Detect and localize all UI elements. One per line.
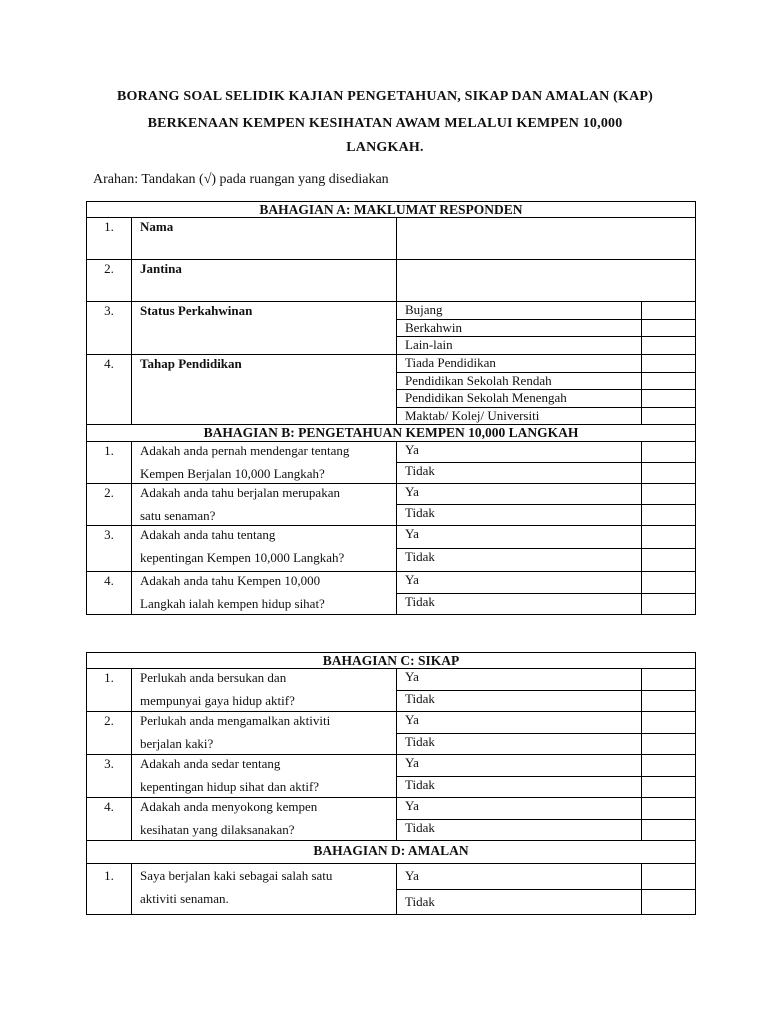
option-group [397, 755, 695, 797]
row-number: 4. [87, 798, 132, 840]
tick-box[interactable] [642, 755, 695, 776]
question-line-2: kesihatan yang dilaksanakan? [140, 822, 295, 837]
row-number: 4. [87, 355, 132, 424]
row-number: 2. [87, 712, 132, 754]
tick-box[interactable] [642, 484, 695, 504]
question-line-1: Perlukah anda mengamalkan aktiviti [140, 713, 331, 728]
option-row [397, 390, 695, 408]
option-label: Bujang [397, 302, 642, 319]
option-label-ya: Ya [397, 864, 642, 889]
option-row [397, 526, 695, 549]
option-row [397, 798, 695, 820]
question-line-2: kepentingan hidup sihat dan aktif? [140, 779, 320, 794]
section-c-heading: BAHAGIAN C: SIKAP [87, 653, 695, 669]
question-text [132, 572, 397, 614]
question-line-1: Adakah anda sedar tentang [140, 756, 281, 771]
row-number: 1. [87, 669, 132, 711]
question-line-1: Adakah anda tahu berjalan merupakan [140, 485, 340, 500]
option-label-ya: Ya [397, 798, 642, 819]
option-label-tidak: Tidak [397, 890, 642, 915]
question-line-1: Perlukah anda bersukan dan [140, 670, 287, 685]
option-row [397, 777, 695, 798]
option-label: Berkahwin [397, 320, 642, 337]
question-label: Status Perkahwinan [132, 302, 397, 354]
option-group [397, 302, 695, 354]
question-line-2: aktiviti senaman. [140, 891, 229, 906]
option-row [397, 302, 695, 320]
tick-box[interactable] [642, 408, 695, 425]
option-label-tidak: Tidak [397, 594, 642, 615]
option-group [397, 712, 695, 754]
question-text [132, 864, 397, 914]
tick-box[interactable] [642, 463, 695, 483]
tick-box[interactable] [642, 734, 695, 755]
option-group [397, 484, 695, 525]
section-d-heading: BAHAGIAN D: AMALAN [313, 843, 469, 858]
row-number: 2. [87, 260, 132, 301]
option-row [397, 442, 695, 463]
option-group [397, 798, 695, 840]
tick-box[interactable] [642, 691, 695, 712]
answer-field-nama[interactable] [397, 218, 695, 259]
table-row [87, 572, 695, 614]
tick-box[interactable] [642, 890, 695, 915]
option-label-tidak: Tidak [397, 463, 642, 483]
option-label: Pendidikan Sekolah Rendah [397, 373, 642, 390]
option-row [397, 669, 695, 691]
option-label: Pendidikan Sekolah Menengah [397, 390, 642, 407]
row-number: 1. [87, 864, 132, 914]
option-row [397, 463, 695, 483]
option-label: Tiada Pendidikan [397, 355, 642, 372]
question-line-2: Kempen Berjalan 10,000 Langkah? [140, 466, 325, 481]
question-line-1: Adakah anda menyokong kempen [140, 799, 318, 814]
option-label-ya: Ya [397, 669, 642, 690]
option-group [397, 442, 695, 483]
question-label: Nama [132, 218, 397, 259]
tick-box[interactable] [642, 572, 695, 593]
question-text [132, 484, 397, 525]
tick-box[interactable] [642, 320, 695, 337]
question-label: Jantina [132, 260, 397, 301]
question-line-1: Adakah anda pernah mendengar tentang [140, 443, 350, 458]
tick-box[interactable] [642, 864, 695, 889]
form-title-line-3: LANGKAH. [346, 140, 424, 155]
question-text [132, 669, 397, 711]
question-line-1: Adakah anda tahu tentang [140, 527, 276, 542]
table-row [87, 355, 695, 425]
question-text [132, 442, 397, 483]
section-b-heading-row [87, 425, 695, 442]
section-d-heading-row [87, 841, 695, 864]
form-table-cd [86, 652, 696, 915]
section-b-heading: BAHAGIAN B: PENGETAHUAN KEMPEN 10,000 LANGKAH [203, 425, 579, 440]
option-group [397, 355, 695, 424]
question-line-2: berjalan kaki? [140, 736, 214, 751]
option-row [397, 373, 695, 391]
tick-box[interactable] [642, 442, 695, 462]
tick-box[interactable] [642, 712, 695, 733]
tick-box[interactable] [642, 549, 695, 571]
option-label-ya: Ya [397, 484, 642, 504]
option-group [397, 572, 695, 614]
option-row [397, 320, 695, 338]
option-label-ya: Ya [397, 755, 642, 776]
tick-box[interactable] [642, 373, 695, 390]
option-row [397, 549, 695, 571]
question-label: Tahap Pendidikan [132, 355, 397, 424]
row-number: 3. [87, 302, 132, 354]
table-row [87, 755, 695, 798]
tick-box[interactable] [642, 820, 695, 841]
form-table-ab [86, 201, 696, 615]
table-row [87, 798, 695, 841]
question-text [132, 526, 397, 571]
option-label-ya: Ya [397, 572, 642, 593]
option-label-ya: Ya [397, 526, 642, 548]
table-row [87, 712, 695, 755]
question-line-2: kepentingan Kempen 10,000 Langkah? [140, 550, 345, 565]
option-row [397, 505, 695, 525]
question-line-2: Langkah ialah kempen hidup sihat? [140, 596, 325, 611]
tick-box[interactable] [642, 355, 695, 372]
option-label-ya: Ya [397, 442, 642, 462]
option-label-tidak: Tidak [397, 777, 642, 798]
question-text [132, 755, 397, 797]
tick-box[interactable] [642, 594, 695, 615]
tick-box[interactable] [642, 669, 695, 690]
option-row [397, 408, 695, 425]
option-row [397, 572, 695, 594]
tick-box[interactable] [642, 798, 695, 819]
row-number: 3. [87, 526, 132, 571]
tick-box[interactable] [642, 777, 695, 798]
question-line-2: mempunyai gaya hidup aktif? [140, 693, 295, 708]
option-row [397, 755, 695, 777]
section-a-heading: BAHAGIAN A: MAKLUMAT RESPONDEN [87, 202, 695, 218]
tick-box[interactable] [642, 526, 695, 548]
question-line-1: Saya berjalan kaki sebagai salah satu [140, 868, 333, 883]
option-label-ya: Ya [397, 712, 642, 733]
option-row [397, 734, 695, 755]
row-number: 1. [87, 442, 132, 483]
option-label-tidak: Tidak [397, 820, 642, 841]
option-label-tidak: Tidak [397, 691, 642, 712]
form-title-line-2: BERKENAAN KEMPEN KESIHATAN AWAM MELALUI KEMPEN 10,000 [147, 116, 623, 131]
table-row [87, 864, 695, 914]
instruction-text: Arahan: Tandakan (√) pada ruangan yang disediakan [93, 172, 389, 187]
option-row [397, 337, 695, 354]
option-label-tidak: Tidak [397, 505, 642, 525]
question-line-1: Adakah anda tahu Kempen 10,000 [140, 573, 321, 588]
option-row [397, 712, 695, 734]
option-label: Lain-lain [397, 337, 642, 354]
table-row [87, 484, 695, 526]
row-number: 4. [87, 572, 132, 614]
tick-box[interactable] [642, 302, 695, 319]
row-number: 3. [87, 755, 132, 797]
row-number: 2. [87, 484, 132, 525]
option-row [397, 890, 695, 915]
option-group [397, 526, 695, 571]
question-text [132, 798, 397, 840]
table-row [87, 218, 695, 260]
form-title-line-1: BORANG SOAL SELIDIK KAJIAN PENGETAHUAN, SIKAP DAN AMALAN (KAP) [116, 89, 654, 104]
table-row [87, 669, 695, 712]
option-label: Maktab/ Kolej/ Universiti [397, 408, 642, 425]
tick-box[interactable] [642, 337, 695, 354]
option-row [397, 691, 695, 712]
question-text [132, 712, 397, 754]
row-number: 1. [87, 218, 132, 259]
table-row [87, 260, 695, 302]
option-label-tidak: Tidak [397, 549, 642, 571]
tick-box[interactable] [642, 505, 695, 525]
option-group [397, 864, 695, 914]
table-row [87, 302, 695, 355]
answer-field-jantina[interactable] [397, 260, 695, 301]
option-row [397, 864, 695, 890]
option-row [397, 594, 695, 615]
option-group [397, 669, 695, 711]
question-line-2: satu senaman? [140, 508, 216, 523]
option-row [397, 820, 695, 841]
option-row [397, 355, 695, 373]
table-row [87, 526, 695, 572]
table-row [87, 442, 695, 484]
tick-box[interactable] [642, 390, 695, 407]
option-label-tidak: Tidak [397, 734, 642, 755]
option-row [397, 484, 695, 505]
